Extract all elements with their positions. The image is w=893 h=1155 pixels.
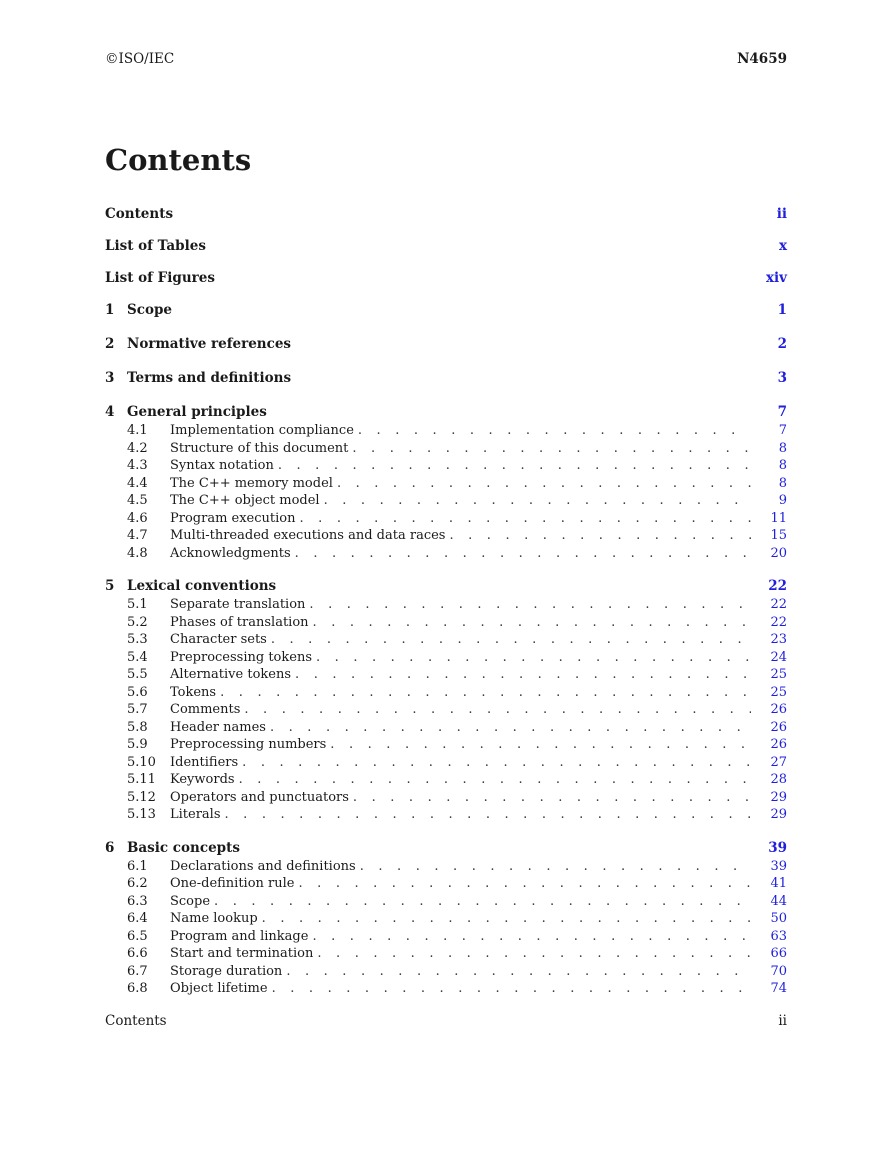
section-number: 4.3 [127, 458, 148, 473]
section-number: 5.4 [127, 649, 148, 665]
toc-page-link[interactable]: 9 [778, 493, 787, 508]
section-number: 5.10 [127, 754, 156, 770]
toc-section-entry [105, 684, 787, 702]
dot-leader [270, 719, 751, 737]
toc-section-entry [105, 963, 787, 981]
dot-leader [309, 596, 751, 614]
toc-chapter-entry [105, 368, 787, 388]
toc-page-link[interactable]: xiv [765, 270, 787, 286]
dot-leader [295, 545, 751, 563]
dot-leader [449, 527, 751, 545]
toc-chapter [105, 334, 787, 354]
toc-page-link[interactable]: 15 [770, 528, 787, 543]
section-number: 5.3 [127, 632, 148, 647]
dot-leader [358, 422, 751, 440]
section-number: 4.8 [127, 545, 148, 561]
section-number: 5.5 [127, 667, 148, 682]
section-number: 5.9 [127, 737, 148, 752]
section-number: 6.5 [127, 928, 148, 944]
toc-chapter [105, 402, 787, 562]
toc-section-entry [105, 789, 787, 807]
dot-leader [271, 631, 751, 649]
toc-section-entry [105, 440, 787, 458]
toc-section-entry [105, 910, 787, 928]
section-number: 5.8 [127, 719, 148, 735]
toc-section-entry [105, 980, 787, 998]
dot-leader [220, 684, 751, 702]
toc-chapter [105, 368, 787, 388]
toc-page-link[interactable]: 63 [770, 928, 787, 944]
section-number: 4.7 [127, 528, 148, 543]
toc-section-entry [105, 614, 787, 632]
section-title: The C++ object model [170, 493, 320, 508]
page-footer [105, 1013, 787, 1029]
toc-section-entry [105, 719, 787, 737]
dot-leader [225, 806, 751, 824]
dot-leader [330, 736, 751, 754]
footer-page-number: ii [778, 1013, 787, 1029]
dot-leader [298, 875, 751, 893]
toc-chapter-entry [105, 300, 787, 320]
section-title: Phases of translation [170, 614, 309, 630]
section-title: Preprocessing numbers [170, 737, 327, 752]
chapter-title: Lexical conventions [127, 578, 277, 594]
chapter-number: 2 [105, 336, 115, 352]
chapter-title: Scope [127, 302, 173, 318]
section-title: Character sets [170, 632, 267, 647]
section-title: Comments [170, 702, 241, 717]
toc-section-entry [105, 893, 787, 911]
section-number: 5.12 [127, 789, 156, 805]
dot-leader [324, 492, 751, 510]
toc-page-link[interactable]: 22 [770, 597, 787, 612]
toc-chapter [105, 576, 787, 824]
section-number: 5.2 [127, 614, 148, 630]
section-number: 4.1 [127, 423, 148, 438]
chapter-title: Normative references [127, 336, 292, 352]
toc-page-link[interactable]: 39 [768, 839, 787, 856]
dot-leader [337, 475, 751, 493]
toc-page-link[interactable]: 8 [778, 475, 787, 491]
section-number: 4.6 [127, 510, 148, 526]
dot-leader [313, 614, 751, 632]
toc-page-link[interactable]: 26 [770, 737, 787, 752]
toc-page-link[interactable]: 29 [770, 789, 787, 805]
toc-page-link[interactable]: 20 [770, 545, 787, 561]
table-of-contents [105, 204, 787, 1012]
toc-section-entry [105, 666, 787, 684]
toc-front-entry [105, 268, 787, 300]
document-number: N4659 [737, 51, 787, 67]
section-title: Syntax notation [170, 458, 274, 473]
section-number: 6.7 [127, 963, 148, 979]
dot-leader [278, 457, 751, 475]
toc-section-entry [105, 545, 787, 563]
section-title: Acknowledgments [170, 545, 291, 561]
toc-page-link[interactable]: 50 [770, 911, 787, 926]
toc-chapter-entry [105, 334, 787, 354]
section-number: 6.1 [127, 858, 148, 874]
toc-section-entry [105, 806, 787, 824]
chapter-number: 4 [105, 404, 115, 420]
dot-leader [300, 510, 752, 528]
page-title: Contents [105, 143, 252, 177]
section-number: 5.11 [127, 772, 156, 787]
toc-page-link[interactable]: 3 [777, 370, 787, 386]
toc-section-entry [105, 527, 787, 545]
toc-chapter-entry [105, 402, 787, 422]
dot-leader [312, 928, 751, 946]
toc-section-entry [105, 945, 787, 963]
toc-page-link[interactable]: 25 [770, 684, 787, 700]
chapter-number: 5 [105, 578, 115, 594]
toc-section-entry [105, 649, 787, 667]
toc-chapter [105, 300, 787, 320]
section-title: Object lifetime [170, 981, 268, 996]
section-number: 6.6 [127, 946, 148, 961]
dot-leader [286, 963, 751, 981]
section-title: Operators and punctuators [170, 789, 349, 805]
toc-section-entry [105, 510, 787, 528]
toc-page-link[interactable]: 26 [770, 719, 787, 735]
chapter-number: 3 [105, 370, 115, 386]
section-title: One-definition rule [170, 876, 295, 891]
toc-page-link[interactable]: 74 [770, 981, 787, 996]
section-title: Program execution [170, 510, 296, 526]
toc-page-link[interactable]: 24 [770, 649, 787, 665]
dot-leader [352, 440, 751, 458]
section-title: Preprocessing tokens [170, 649, 312, 665]
dot-leader [239, 771, 751, 789]
toc-page-link[interactable]: 23 [770, 632, 787, 647]
toc-chapter-entry [105, 576, 787, 596]
chapter-title: Basic concepts [127, 839, 240, 856]
toc-page-link[interactable]: 11 [770, 510, 787, 526]
toc-chapter [105, 838, 787, 998]
toc-front-entry [105, 236, 787, 268]
dot-leader [316, 649, 751, 667]
section-title: Multi-threaded executions and data races [170, 528, 446, 543]
toc-entry-title: List of Figures [105, 270, 215, 286]
section-title: Declarations and definitions [170, 858, 356, 874]
toc-section-entry [105, 858, 787, 876]
section-number: 6.8 [127, 981, 148, 996]
dot-leader [353, 789, 751, 807]
section-number: 4.5 [127, 493, 148, 508]
section-number: 5.7 [127, 702, 148, 717]
section-number: 5.6 [127, 684, 148, 700]
toc-front-entry [105, 204, 787, 236]
toc-entry-title: Contents [105, 206, 174, 222]
toc-section-entry [105, 422, 787, 440]
toc-section-entry [105, 771, 787, 789]
section-title: Separate translation [170, 597, 306, 612]
chapter-number: 1 [105, 302, 115, 318]
dot-leader [272, 980, 751, 998]
toc-section-entry [105, 457, 787, 475]
toc-page-link[interactable]: 2 [777, 336, 787, 352]
section-title: Literals [170, 807, 221, 822]
toc-section-entry [105, 475, 787, 493]
toc-section-entry [105, 754, 787, 772]
section-title: Identifiers [170, 754, 239, 770]
section-title: Start and termination [170, 946, 314, 961]
toc-page-link[interactable]: 22 [770, 614, 787, 630]
section-title: Alternative tokens [170, 667, 292, 682]
toc-section-entry [105, 736, 787, 754]
section-number: 4.4 [127, 475, 148, 491]
section-title: Scope [170, 893, 211, 909]
dot-leader [317, 945, 751, 963]
copyright-label: ©ISO/IEC [105, 51, 175, 67]
toc-page-link[interactable]: 7 [777, 404, 787, 420]
toc-page-link[interactable]: 70 [770, 963, 787, 979]
section-title: Storage duration [170, 963, 283, 979]
section-title: The C++ memory model [170, 475, 333, 491]
section-title: Structure of this document [170, 440, 349, 456]
toc-page-link[interactable]: 26 [770, 702, 787, 717]
section-title: Name lookup [170, 911, 258, 926]
toc-page-link[interactable]: 28 [770, 772, 787, 787]
toc-page-link[interactable]: 8 [778, 440, 787, 456]
toc-page-link[interactable]: 1 [777, 302, 787, 318]
toc-chapter-entry [105, 838, 787, 858]
toc-section-entry [105, 631, 787, 649]
toc-page-link[interactable]: 27 [770, 754, 787, 770]
section-title: Program and linkage [170, 928, 309, 944]
dot-leader [214, 893, 751, 911]
section-number: 6.4 [127, 911, 148, 926]
section-number: 6.3 [127, 893, 148, 909]
dot-leader [262, 910, 751, 928]
toc-section-entry [105, 875, 787, 893]
section-number: 6.2 [127, 876, 148, 891]
toc-page-link[interactable]: 66 [770, 946, 787, 961]
section-number: 5.1 [127, 597, 148, 612]
toc-page-link[interactable]: 22 [768, 578, 787, 594]
dot-leader [242, 754, 751, 772]
toc-page-link[interactable]: 39 [770, 858, 787, 874]
footer-section-label: Contents [105, 1013, 167, 1029]
dot-leader [295, 666, 751, 684]
section-number: 4.2 [127, 440, 148, 456]
toc-section-entry [105, 701, 787, 719]
toc-page-link[interactable]: 29 [770, 807, 787, 822]
section-title: Implementation compliance [170, 423, 354, 438]
section-title: Header names [170, 719, 266, 735]
dot-leader [360, 858, 751, 876]
toc-entry-title: List of Tables [105, 238, 206, 254]
dot-leader [244, 701, 751, 719]
section-number: 5.13 [127, 807, 156, 822]
toc-page-link[interactable]: 25 [770, 667, 787, 682]
toc-page-link[interactable]: ii [776, 206, 787, 222]
section-title: Tokens [170, 684, 217, 700]
toc-page-link[interactable]: x [778, 238, 787, 254]
toc-section-entry [105, 492, 787, 510]
toc-page-link[interactable]: 8 [778, 458, 787, 473]
chapter-number: 6 [105, 839, 115, 856]
toc-page-link[interactable]: 41 [770, 876, 787, 891]
toc-section-entry [105, 596, 787, 614]
toc-section-entry [105, 928, 787, 946]
toc-page-link[interactable]: 7 [778, 423, 787, 438]
chapter-title: General principles [127, 404, 267, 420]
toc-page-link[interactable]: 44 [770, 893, 787, 909]
chapter-title: Terms and definitions [127, 370, 292, 386]
page-header [105, 51, 787, 67]
section-title: Keywords [170, 772, 235, 787]
